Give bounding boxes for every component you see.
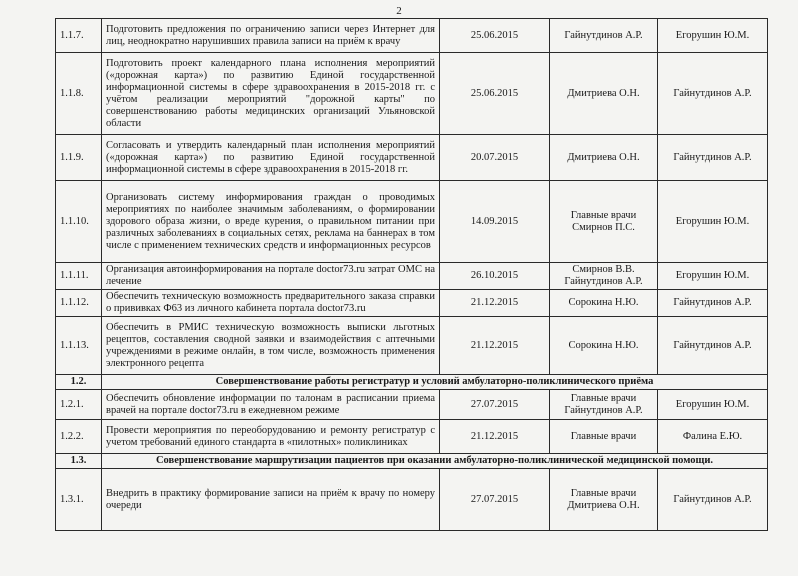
section-row: [56, 454, 768, 469]
table-row: [56, 181, 768, 263]
page-number: 2: [396, 5, 402, 17]
responsible-person: Гайнутдинов А.Р.: [564, 276, 643, 287]
task-text: Согласовать и утвердить календарный план исполнения мероприятий («дорожная карта») по развитию Единой государственной информационной системы в сфере здравоохранения в 2015-2018 гг.: [102, 135, 440, 181]
action-plan-table: [55, 18, 768, 531]
table-row: [56, 19, 768, 53]
controller-name: Гайнутдинов А.Р.: [658, 469, 768, 531]
responsible-cell: [550, 263, 658, 290]
section-row: [56, 375, 768, 390]
due-date: 21.12.2015: [440, 290, 550, 317]
controller-name: Гайнутдинов А.Р.: [658, 317, 768, 375]
responsible-person: Дмитриева О.Н.: [567, 151, 640, 163]
responsible-cell: [550, 420, 658, 454]
section-number: 1.2.: [56, 375, 102, 390]
item-number: 1.1.11.: [56, 263, 102, 290]
section-title: Совершенствование работы регистратур и условий амбулаторно-поликлинического приёма: [102, 375, 768, 390]
responsible-cell: [550, 53, 658, 135]
controller-name: Фалина Е.Ю.: [658, 420, 768, 454]
responsible-person: Главные врачи: [570, 209, 637, 221]
item-number: 1.2.1.: [56, 390, 102, 420]
responsible-cell: [550, 469, 658, 531]
controller-name: Егорушин Ю.М.: [658, 390, 768, 420]
item-number: 1.1.9.: [56, 135, 102, 181]
task-text: Обеспечить в РМИС техническую возможность выписки льготных рецептов, составления сводной заявки и взаимодействия с аптечными учреждениями в режиме онлайн, в том числе, возможность применения электронного рецепта: [102, 317, 440, 375]
responsible-cell: [550, 181, 658, 263]
due-date: 26.10.2015: [440, 263, 550, 290]
due-date: 21.12.2015: [440, 420, 550, 454]
responsible-person: Дмитриева О.Н.: [567, 87, 640, 99]
table-row: [56, 53, 768, 135]
controller-name: Егорушин Ю.М.: [658, 181, 768, 263]
controller-name: Гайнутдинов А.Р.: [658, 53, 768, 135]
task-text: Провести мероприятия по переоборудованию и ремонту регистратур с учетом требований единого стандарта в «пилотных» поликлиниках: [102, 420, 440, 454]
section-number: 1.3.: [56, 454, 102, 469]
item-number: 1.1.12.: [56, 290, 102, 317]
due-date: 20.07.2015: [440, 135, 550, 181]
due-date: 14.09.2015: [440, 181, 550, 263]
item-number: 1.1.7.: [56, 19, 102, 53]
responsible-person: Гайнутдинов А.Р.: [564, 404, 643, 416]
responsible-cell: [550, 135, 658, 181]
table-row: [56, 420, 768, 454]
responsible-person: Смирнов П.С.: [572, 221, 635, 233]
responsible-person: Смирнов В.В.: [572, 264, 635, 275]
table-row: [56, 390, 768, 420]
item-number: 1.3.1.: [56, 469, 102, 531]
task-text: Организовать систему информирования граждан о проводимых мероприятиях по наиболее значимым заболеваниям, о формировании здорового образа жизни, о вреде курения, о правильном питании при различных заболеваниях в социальных сетях, реклама на баннерах в том числе с применением технических средств и информационных ресурсов: [102, 181, 440, 263]
table-row: [56, 469, 768, 531]
task-text: Подготовить проект календарного плана исполнения мероприятий («дорожная карта») по развитию Единой государственной информационной системы в сфере здравоохранения в 2015-2018 гг. с учётом реализации мероприятий "дорожной карты" по совершенствованию работы медицинских организаций Ульяновской области: [102, 53, 440, 135]
due-date: 21.12.2015: [440, 317, 550, 375]
controller-name: Гайнутдинов А.Р.: [658, 290, 768, 317]
responsible-cell: [550, 290, 658, 317]
responsible-person: Сорокина Н.Ю.: [568, 297, 639, 308]
item-number: 1.1.13.: [56, 317, 102, 375]
table-row: [56, 290, 768, 317]
responsible-cell: [550, 390, 658, 420]
task-text: Обеспечить обновление информации по талонам в расписании приема врачей на портале doctor73.ru в ежедневном режиме: [102, 390, 440, 420]
responsible-person: Главные врачи: [570, 392, 637, 404]
due-date: 25.06.2015: [440, 19, 550, 53]
due-date: 27.07.2015: [440, 390, 550, 420]
task-text: Обеспечить техническую возможность предварительного заказа справки о прививках Ф63 из личного кабинета портала doctor73.ru: [102, 290, 440, 317]
task-text: Внедрить в практику формирование записи на приём к врачу по номеру очереди: [102, 469, 440, 531]
item-number: 1.2.2.: [56, 420, 102, 454]
responsible-person: Главные врачи: [570, 487, 637, 499]
responsible-person: Дмитриева О.Н.: [567, 499, 640, 511]
table-row: [56, 135, 768, 181]
due-date: 25.06.2015: [440, 53, 550, 135]
controller-name: Гайнутдинов А.Р.: [658, 135, 768, 181]
responsible-person: Главные врачи: [570, 430, 637, 442]
controller-name: Егорушин Ю.М.: [658, 263, 768, 290]
item-number: 1.1.8.: [56, 53, 102, 135]
responsible-cell: [550, 317, 658, 375]
task-text: Организация автоинформирования на портале doctor73.ru затрат ОМС на лечение: [102, 263, 440, 290]
responsible-person: Гайнутдинов А.Р.: [564, 29, 643, 41]
due-date: 27.07.2015: [440, 469, 550, 531]
controller-name: Егорушин Ю.М.: [658, 19, 768, 53]
table-row: [56, 263, 768, 290]
section-title: Совершенствование маршрутизации пациентов при оказании амбулаторно-поликлинической медицинской помощи.: [102, 454, 768, 469]
responsible-person: Сорокина Н.Ю.: [568, 339, 639, 351]
task-text: Подготовить предложения по ограничению записи через Интернет для лиц, неоднократно нарушивших правила записи на приём к врачу: [102, 19, 440, 53]
responsible-cell: [550, 19, 658, 53]
item-number: 1.1.10.: [56, 181, 102, 263]
table-row: [56, 317, 768, 375]
